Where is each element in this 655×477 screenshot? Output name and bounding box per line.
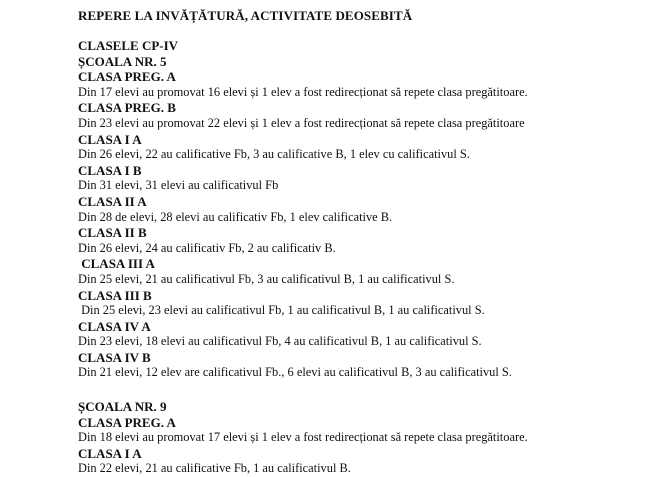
class-result: Din 23 elevi, 18 elevi au calificativul Fb, 4 au calificativul B, 1 au calificativul S. <box>78 334 482 349</box>
class-result: Din 22 elevi, 21 au calificative Fb, 1 au calificativul B. <box>78 461 351 476</box>
class-heading: CLASA IV B <box>78 349 151 365</box>
class-heading: CLASA IV A <box>78 318 151 334</box>
class-heading: CLASA II A <box>78 193 147 209</box>
school-heading: ȘCOALA NR. 5 <box>78 53 167 69</box>
class-heading: CLASA PREG. B <box>78 100 176 116</box>
section-heading: CLASELE CP-IV <box>78 38 179 53</box>
class-result: Din 26 elevi, 22 au calificative Fb, 3 au calificative B, 1 elev cu calificativul S. <box>78 147 470 162</box>
class-result: Din 17 elevi au promovat 16 elevi și 1 elev a fost redirecționat să repete clasa pregătitoare. <box>78 84 528 99</box>
class-heading: CLASA III B <box>78 287 152 303</box>
document-body <box>78 38 648 477</box>
class-result: Din 31 elevi, 31 elevi au calificativul Fb <box>78 178 279 193</box>
class-heading: CLASA I B <box>78 162 142 178</box>
class-heading: CLASA PREG. A <box>78 414 176 430</box>
school-heading: ȘCOALA NR. 9 <box>78 399 167 415</box>
class-result: Din 28 de elevi, 28 elevi au calificativ Fb, 1 elev calificative B. <box>78 209 393 224</box>
class-heading: CLASA II B <box>78 225 147 241</box>
class-heading: CLASA III A <box>78 256 155 272</box>
class-result: Din 21 elevi, 12 elev are calificativul Fb., 6 elevi au calificativul B, 3 au calificativul S. <box>78 365 512 380</box>
class-result: Din 26 elevi, 24 au calificativ Fb, 2 au calificativ B. <box>78 240 336 255</box>
section-spacer <box>78 381 648 399</box>
class-heading: CLASA I A <box>78 445 142 461</box>
document-title: REPERE LA INVĂȚĂTURĂ, ACTIVITATE DEOSEBITĂ <box>78 8 413 23</box>
class-result: Din 25 elevi, 21 au calificativul Fb, 3 au calificativul B, 1 au calificativul S. <box>78 271 455 286</box>
class-result: Din 23 elevi au promovat 22 elevi și 1 elev a fost redirecționat să repete clasa pregătitoare <box>78 115 525 130</box>
class-result: Din 25 elevi, 23 elevi au calificativul Fb, 1 au calificativul B, 1 au calificativul S. <box>78 303 485 318</box>
class-heading: CLASA I A <box>78 131 142 147</box>
class-heading: CLASA PREG. A <box>78 69 176 85</box>
class-result: Din 18 elevi au promovat 17 elevi și 1 elev a fost redirecționat să repete clasa pregătitoare. <box>78 430 528 445</box>
